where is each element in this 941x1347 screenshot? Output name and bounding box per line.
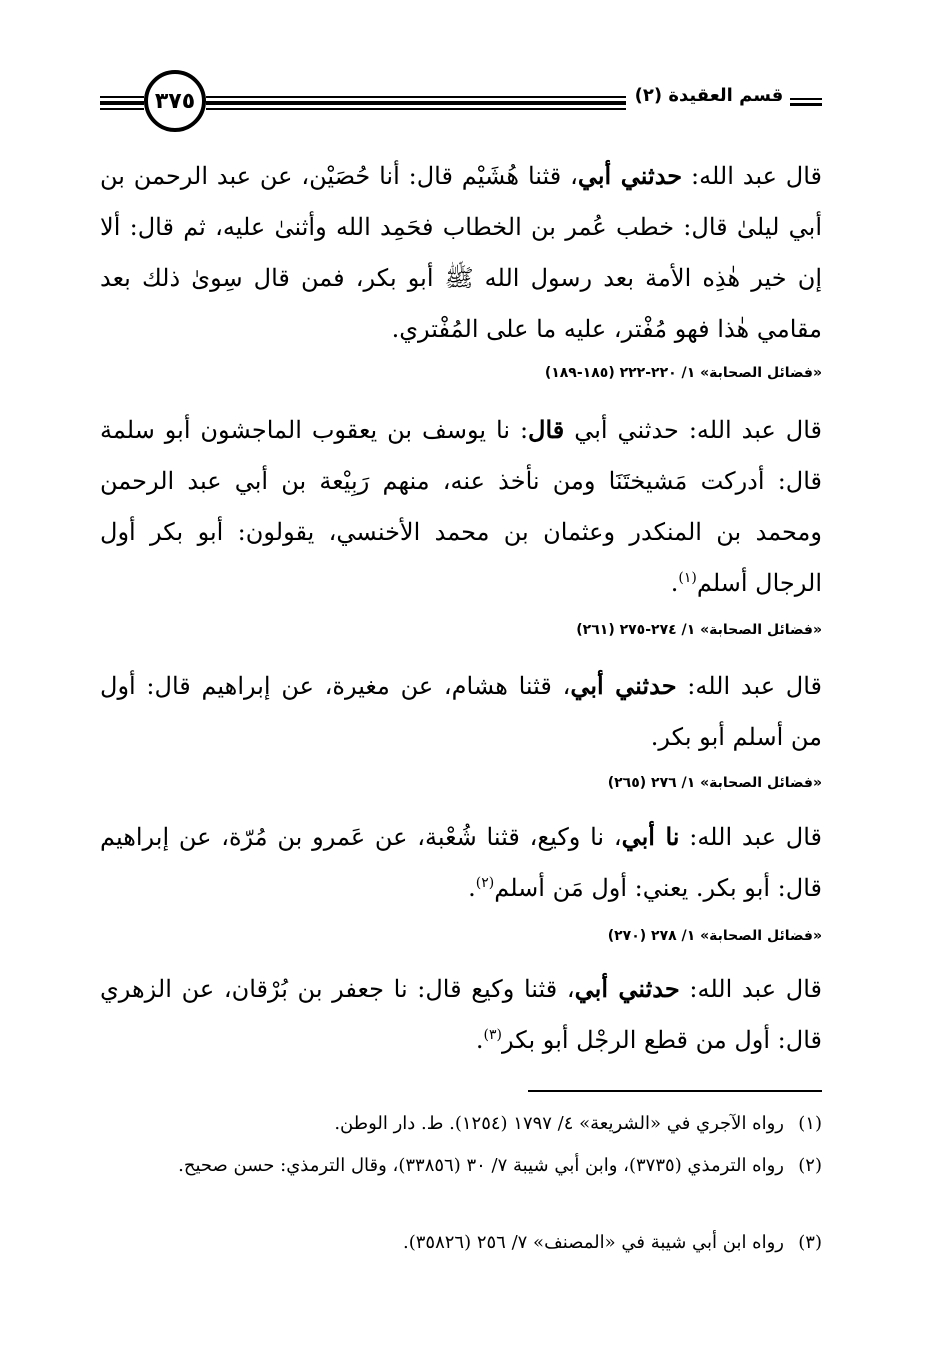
source-reference: «فضائل الصحابة» ١/ ٢٢٠-٢٢٢ (١٨٥-١٨٩) xyxy=(544,365,822,381)
narration-paragraph xyxy=(100,660,822,763)
header-rule xyxy=(206,96,626,98)
narration-text: ، قثنا وكيع قال: نا جعفر بن بُرْقان، عن الزهري قال: أول من قطع الرجْل أبو بكر xyxy=(100,975,822,1054)
header-rule xyxy=(100,96,144,98)
narration-tail: . xyxy=(475,1026,484,1054)
footnote-text: رواه ابن أبي شيبة في «المصنف» ٧/ ٢٥٦ (٣٥٨٢٦). xyxy=(403,1232,784,1253)
narration-lead: قال عبد الله: حدثني أبي xyxy=(564,416,822,444)
narration-text: ، قثنا هشام، عن مغيرة، عن إبراهيم قال: أول من أسلم أبو بكر. xyxy=(100,672,822,751)
source-reference: «فضائل الصحابة» ١/ ٢٧٦ (٢٦٥) xyxy=(607,775,822,791)
footnote xyxy=(100,1106,822,1141)
header-rule xyxy=(790,103,822,106)
narration-paragraph xyxy=(100,150,822,355)
narration-bold: حدثني أبي xyxy=(574,974,680,1003)
footnote xyxy=(100,1225,822,1260)
narration-tail: . xyxy=(670,569,679,597)
footnote-text: رواه الترمذي (٣٧٣٥)، وابن أبي شيبة ٧/ ٣٠ (٣٣٨٥٦)، وقال الترمذي: حسن صحيح. xyxy=(178,1155,784,1176)
narration-lead: قال عبد الله: xyxy=(679,823,823,851)
narration-tail: . xyxy=(468,874,476,902)
header-rule xyxy=(100,108,144,110)
narration-lead: قال عبد الله: xyxy=(679,975,822,1003)
footnote-number: (٣) xyxy=(798,1232,822,1253)
footnote-text: رواه الآجري في «الشريعة» ٤/ ١٧٩٧ (١٢٥٤). ط. دار الوطن. xyxy=(334,1113,784,1134)
narration-lead: قال عبد الله: xyxy=(682,162,823,190)
narration-paragraph xyxy=(100,811,822,914)
narration-paragraph xyxy=(100,963,822,1066)
header-rule xyxy=(790,98,822,100)
footnote xyxy=(100,1148,822,1183)
footnote-marker[interactable]: (٢) xyxy=(475,875,495,891)
source-reference: «فضائل الصحابة» ١/ ٢٧٤-٢٧٥ (٢٦١) xyxy=(576,622,822,638)
page-number: ٣٧٥ xyxy=(144,70,206,132)
narration-bold: حدثني أبي xyxy=(577,161,683,190)
narration-text: ، قثنا هُشَيْم قال: أنا حُصَيْن، عن عبد الرحمن بن أبي ليلىٰ قال: خطب عُمر بن الخطاب فحَمِد الله وأثنىٰ عليه، ثم قال: ألا إن خير هٰذِه الأمة بعد رسول الله ﷺ أبو بكر، فمن قال سِوىٰ ذلك بعد مقامي هٰذا فهو مُفْتر، عليه ما على المُفْتري. xyxy=(100,162,822,343)
footnote-separator xyxy=(528,1090,822,1092)
header-rule xyxy=(100,101,144,105)
header-rule xyxy=(206,101,626,105)
footnote-number: (١) xyxy=(798,1113,822,1134)
narration-text: ، نا وكيع، قثنا شُعْبة، عن عَمرو بن مُرّة، عن إبراهيم قال: أبو بكر. يعني: أول مَن أسلم xyxy=(100,823,822,902)
footnote-marker[interactable]: (٣) xyxy=(483,1027,502,1043)
source-reference: «فضائل الصحابة» ١/ ٢٧٨ (٢٧٠) xyxy=(607,928,822,944)
narration-text: : نا يوسف بن يعقوب الماجشون أبو سلمة قال: أدركت مَشيختَنَا ومن نأخذ عنه، منهم رَبِيْعة بن أبي عبد الرحمن ومحمد بن المنكدر وعثمان بن محمد الأخنسي، يقولون: أبو بكر أول الرجال أسلم xyxy=(100,416,822,597)
narration-bold: حدثني أبي xyxy=(570,671,677,700)
narration-bold: نا أبي xyxy=(621,822,680,851)
narration-bold: قال xyxy=(528,415,565,444)
page-header xyxy=(100,68,822,134)
narration-lead: قال عبد الله: xyxy=(676,672,822,700)
narration-paragraph xyxy=(100,404,822,609)
footnote-marker[interactable]: (١) xyxy=(678,570,697,586)
footnote-number: (٢) xyxy=(798,1155,822,1176)
running-title: قسم العقيدة (٢) xyxy=(634,85,784,106)
header-rule xyxy=(206,108,626,110)
